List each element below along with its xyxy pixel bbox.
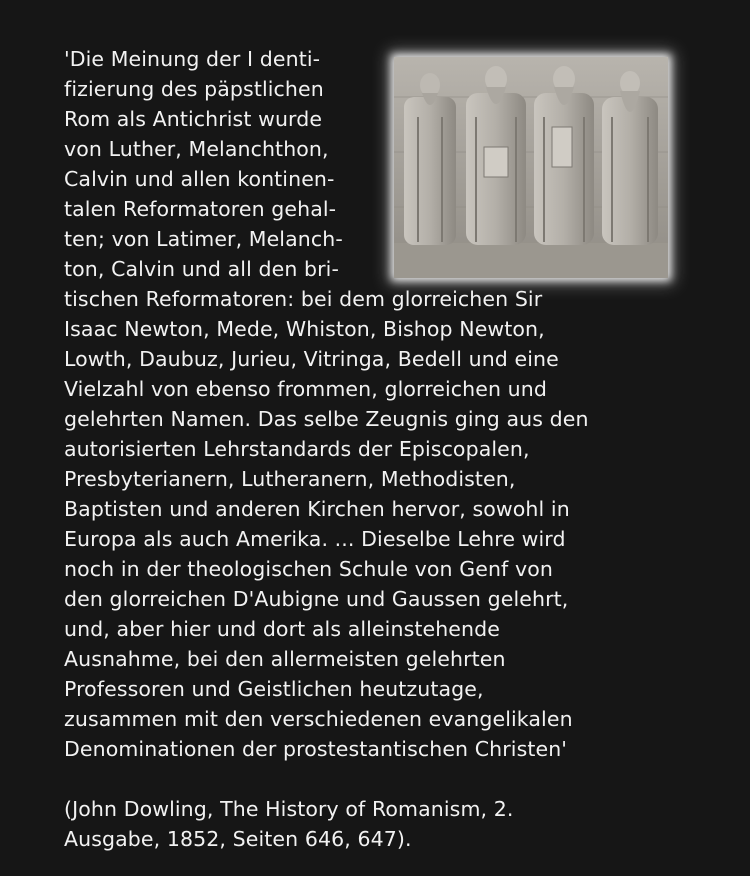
quote-line: Professoren und Geistlichen heutzutage,: [64, 677, 484, 701]
statue-figure-1: [404, 73, 456, 245]
quote-line: von Luther, Melanchthon,: [64, 137, 329, 161]
quote-line: Rom als Antichrist wurde: [64, 107, 323, 131]
quote-line: Presbyterianern, Lutheranern, Methodisten,: [64, 467, 516, 491]
quote-line: Calvin und allen kontinen-: [64, 167, 335, 191]
quote-line: talen Reformatoren gehal-: [64, 197, 337, 221]
quote-line: tischen Reformatoren: bei dem glorreichen Sir: [64, 287, 543, 311]
quote-line: und, aber hier und dort als alleinstehende: [64, 617, 500, 641]
reformation-wall-statues-image: [394, 57, 668, 278]
quote-line: Lowth, Daubuz, Jurieu, Vitringa, Bedell und eine: [64, 347, 559, 371]
citation-line: (John Dowling, The History of Romanism, 2.: [64, 797, 514, 821]
quote-line: gelehrten Namen. Das selbe Zeugnis ging aus den: [64, 407, 589, 431]
quote-line: Isaac Newton, Mede, Whiston, Bishop Newton,: [64, 317, 545, 341]
citation-line: Ausgabe, 1852, Seiten 646, 647).: [64, 827, 412, 851]
quote-line: Ausnahme, bei den allermeisten gelehrten: [64, 647, 506, 671]
quote-line: 'Die Meinung der I denti-: [64, 47, 321, 71]
quote-line: fizierung des päpstlichen: [64, 77, 324, 101]
quote-line: Baptisten und anderen Kirchen hervor, sowohl in: [64, 497, 570, 521]
statues-illustration: [394, 57, 668, 278]
quote-line: ten; von Latimer, Melanch-: [64, 227, 343, 251]
quote-line: ton, Calvin und all den bri-: [64, 257, 339, 281]
quote-line: zusammen mit den verschiedenen evangelikalen: [64, 707, 573, 731]
quote-line: den glorreichen D'Aubigne und Gaussen gelehrt,: [64, 587, 569, 611]
quote-line: Europa als auch Amerika. ... Dieselbe Lehre wird: [64, 527, 566, 551]
quote-line: autorisierten Lehrstandards der Episcopalen,: [64, 437, 530, 461]
quote-line: Vielzahl von ebenso frommen, glorreichen und: [64, 377, 547, 401]
quote-line: noch in der theologischen Schule von Genf von: [64, 557, 553, 581]
quote-line: Denominationen der prostestantischen Christen': [64, 737, 568, 761]
